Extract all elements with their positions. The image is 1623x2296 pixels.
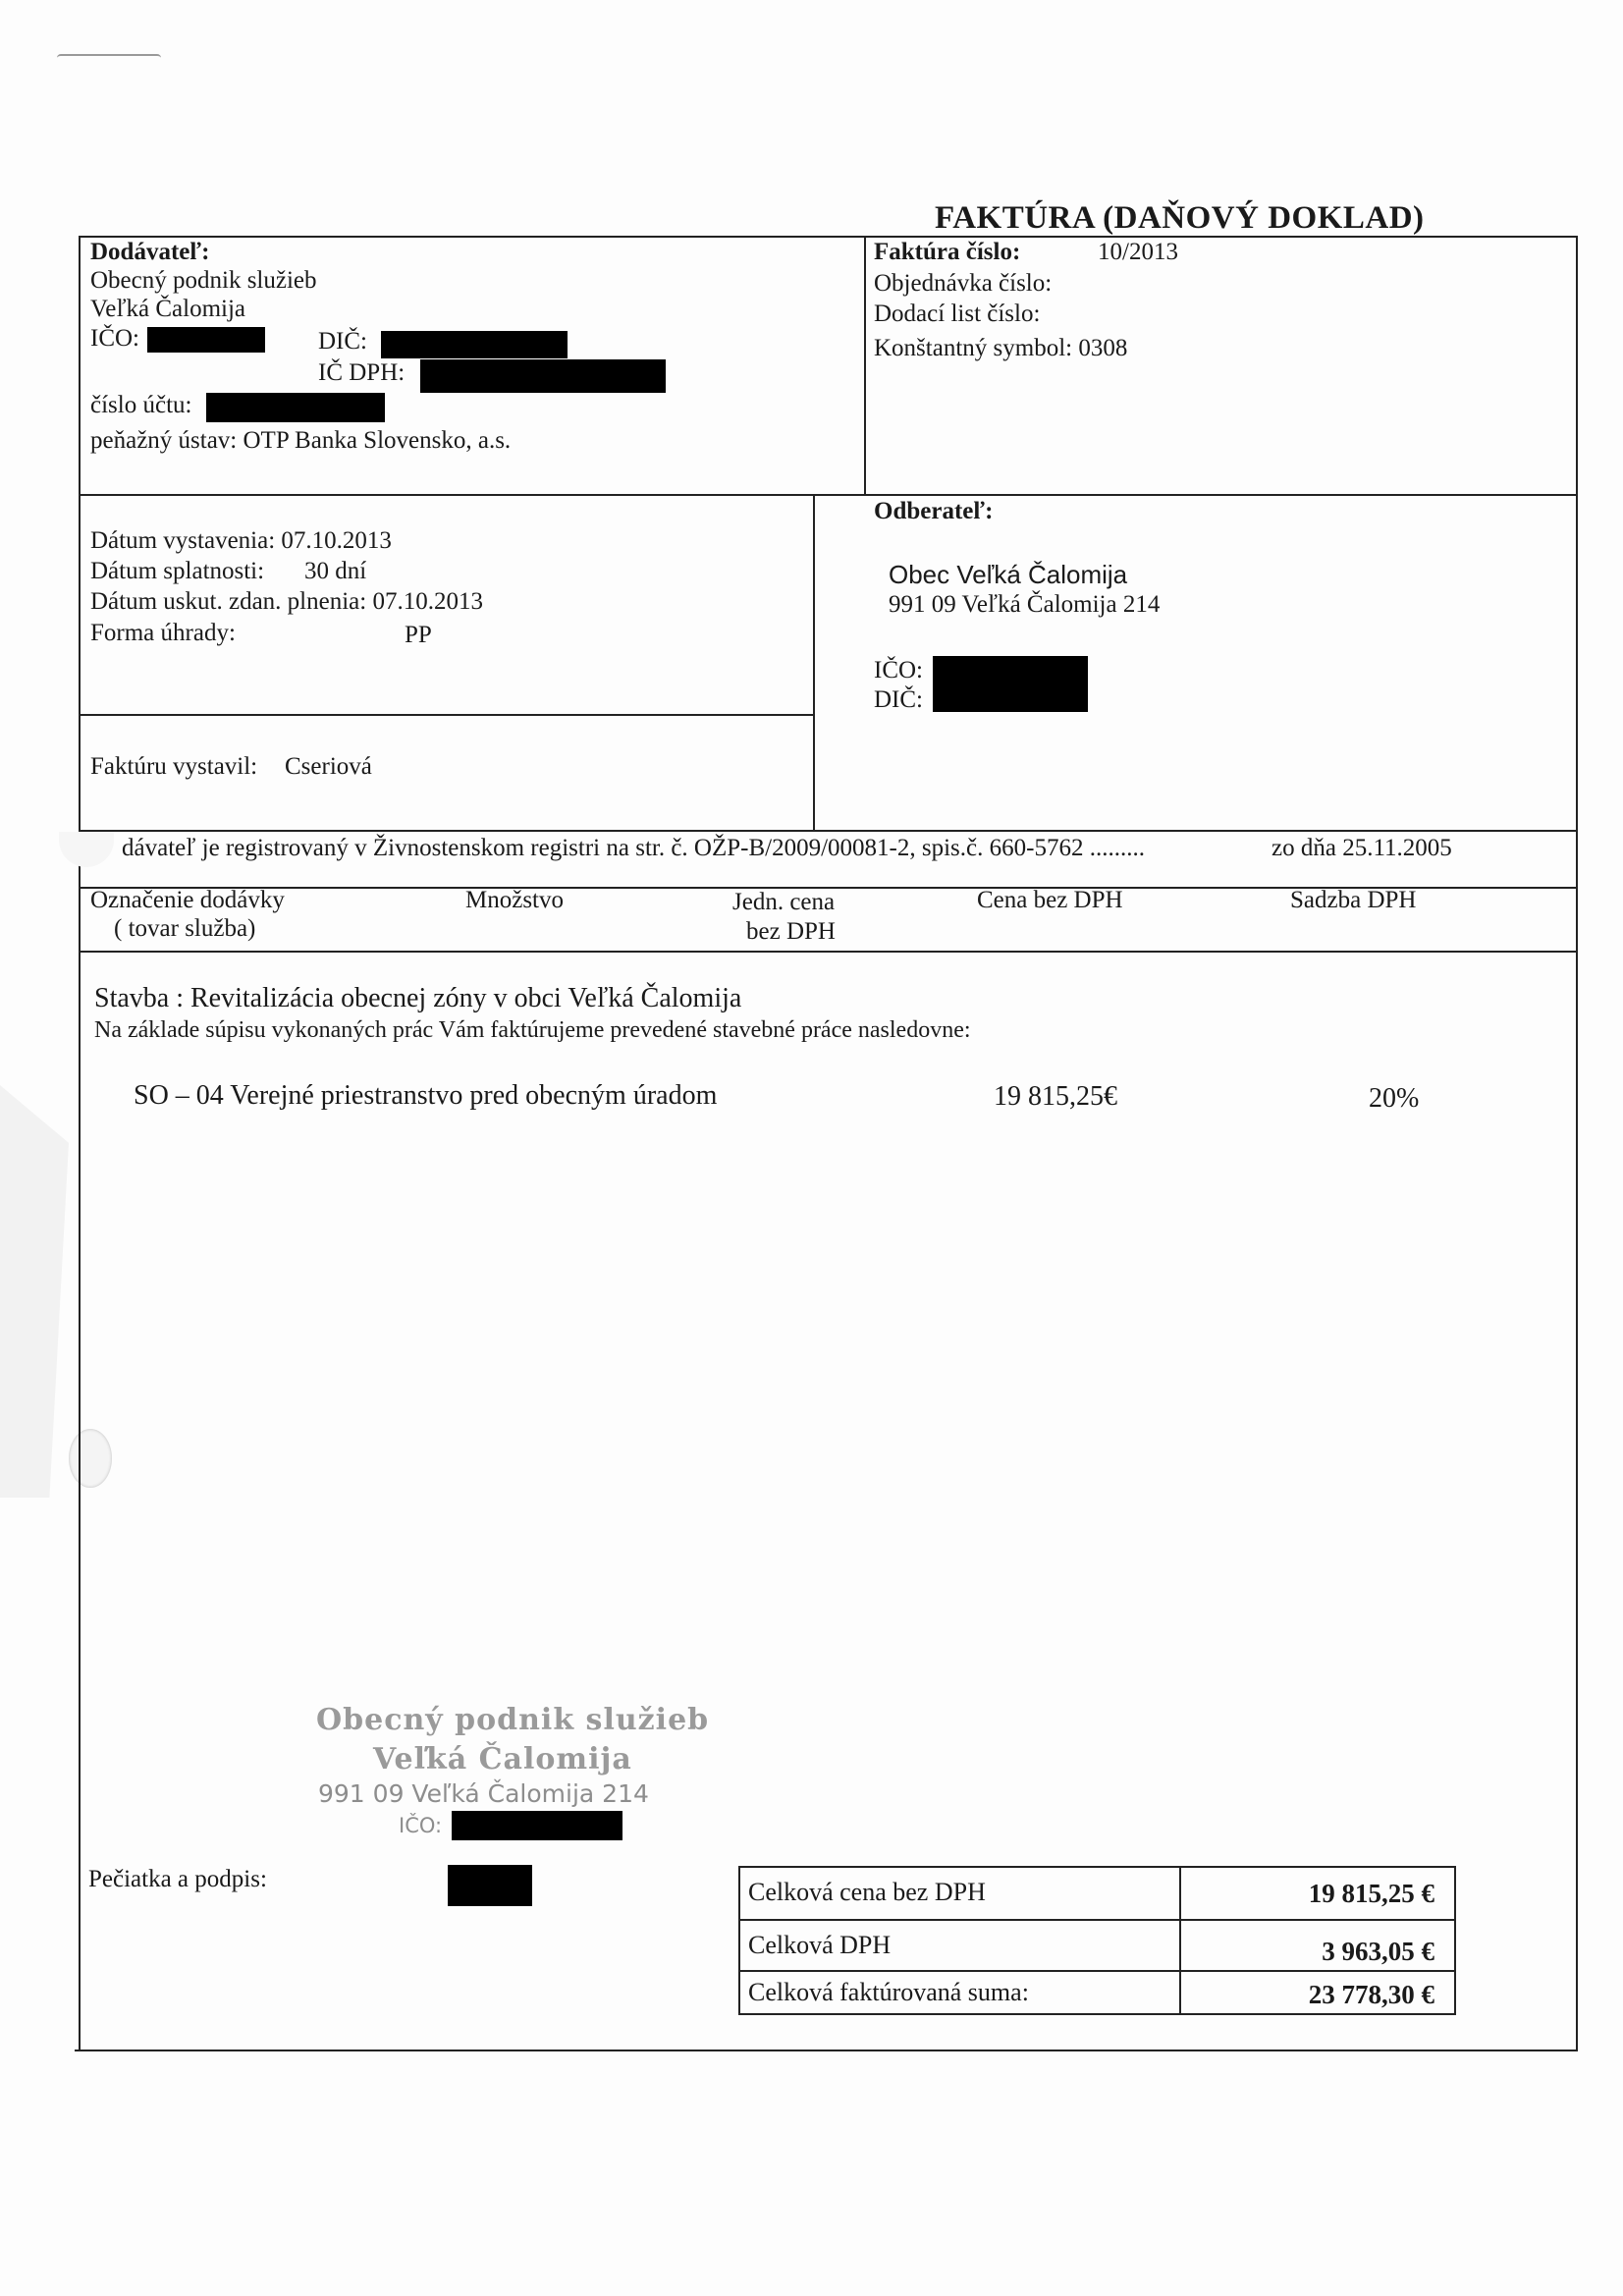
customer-dic-label: DIČ: (874, 686, 923, 713)
total-vat-value: 3 963,05 € (1322, 1937, 1434, 1966)
redaction-supplier-account (206, 393, 385, 422)
col-item-line1: Označenie dodávky (90, 887, 285, 913)
stamp-line1: Obecný podnik služieb (316, 1703, 710, 1737)
paper-clip-mark (57, 54, 161, 62)
total-net-value: 19 815,25 € (1308, 1879, 1434, 1908)
supplier-name-line1: Obecný podnik služieb (90, 267, 317, 294)
order-number-label: Objednávka číslo: (874, 270, 1053, 297)
frame-left-line (79, 236, 81, 2050)
due-date-value: 30 dní (304, 558, 367, 584)
supplier-ic-dph-label: IČ DPH: (318, 359, 406, 386)
project-title: Stavba : Revitalizácia obecnej zóny v obci Veľká Čalomija (94, 983, 742, 1013)
columns-bottom-line (79, 951, 1577, 953)
header-line-2 (79, 494, 1577, 496)
redaction-supplier-dic (381, 331, 568, 358)
delivery-note-label: Dodací list číslo: (874, 301, 1041, 327)
payment-method-value: PP (405, 622, 432, 648)
supplier-bank: peňažný ústav: OTP Banka Slovensko, a.s. (90, 427, 512, 454)
header-line-4 (79, 830, 1577, 832)
totals-table (738, 1866, 1456, 2015)
registration-note: dávateľ je registrovaný v Živnostenskom registri na str. č. OŽP-B/2009/00081-2, spis.č. 660-5762 ......... (122, 835, 1145, 861)
punch-hole (69, 1429, 112, 1488)
header-divider-1 (864, 236, 866, 494)
payment-method-label: Forma úhrady: (90, 620, 236, 646)
supplier-name-line2: Veľká Čalomija (90, 296, 246, 322)
total-invoiced-value: 23 778,30 € (1308, 1980, 1434, 2009)
line-item-name: SO – 04 Verejné priestranstvo pred obecným úradom (134, 1080, 718, 1111)
col-item-line2: ( tovar služba) (114, 915, 256, 942)
issued-by-name: Cseriová (285, 753, 372, 780)
frame-right-line (1576, 236, 1578, 2050)
supplier-dic-label: DIČ: (318, 328, 367, 355)
customer-heading: Odberateľ: (874, 498, 994, 524)
totals-divider (1179, 1868, 1181, 2013)
line-item-vat: 20% (1369, 1083, 1420, 1114)
redaction-customer-ids (933, 656, 1088, 712)
constant-symbol: Konštantný symbol: 0308 (874, 335, 1128, 361)
stamp-line2: Veľká Čalomija (373, 1742, 632, 1777)
header-divider-2 (813, 494, 815, 830)
customer-ico-label: IČO: (874, 657, 923, 683)
col-unit-price-line1: Jedn. cena (732, 889, 836, 915)
supplier-ico-label: IČO: (90, 325, 139, 352)
redaction-supplier-ic-dph (420, 359, 666, 393)
invoice-number-label (874, 238, 1020, 267)
stamp-line3: 991 09 Veľká Čalomija 214 (318, 1779, 649, 1808)
issued-by-label: Faktúru vystavil: (90, 753, 258, 780)
col-unit-price-line2: bez DPH (746, 918, 836, 945)
invoice-number: 10/2013 (1098, 239, 1178, 265)
line-item-price: 19 815,25€ (994, 1081, 1117, 1112)
header-line-3 (79, 714, 814, 716)
supplier-account-label: číslo účtu: (90, 392, 192, 418)
signature-label: Pečiatka a podpis: (88, 1866, 267, 1892)
total-net-label: Celková cena bez DPH (748, 1878, 986, 1906)
totals-row-sep-1 (740, 1919, 1454, 1921)
customer-address: 991 09 Veľká Čalomija 214 (889, 591, 1161, 618)
registration-date: zo dňa 25.11.2005 (1271, 835, 1452, 861)
taxable-supply-date: Dátum uskut. zdan. plnenia: 07.10.2013 (90, 588, 483, 615)
col-quantity: Množstvo (465, 887, 564, 913)
work-intro: Na základe súpisu vykonaných prác Vám faktúrujeme prevedené stavebné práce nasledovne: (94, 1017, 971, 1043)
col-price: Cena bez DPH (977, 887, 1123, 913)
frame-bottom-line (75, 2050, 1578, 2051)
customer-name: Obec Veľká Čalomija (889, 560, 1128, 589)
redaction-supplier-ico (147, 327, 265, 353)
total-vat-label: Celková DPH (748, 1931, 892, 1959)
frame-top-line (79, 236, 1577, 238)
date-issued: Dátum vystavenia: 07.10.2013 (90, 527, 392, 554)
invoice-number-label-text: Faktúra číslo: (874, 239, 1021, 265)
total-invoiced-label: Celková faktúrovaná suma: (748, 1978, 1029, 2006)
redaction-signature (448, 1865, 532, 1906)
hole-punch-mark (59, 832, 114, 867)
stamp-ico-label: IČO: (399, 1814, 443, 1837)
redaction-stamp-ico (452, 1811, 622, 1840)
due-date-label: Dátum splatnosti: (90, 558, 265, 584)
totals-row-sep-2 (740, 1970, 1454, 1972)
torn-corner (0, 1085, 69, 1498)
supplier-heading: Dodávateľ: (90, 239, 210, 265)
col-vat-rate: Sadzba DPH (1290, 887, 1417, 913)
document-title: FAKTÚRA (DAŇOVÝ DOKLAD) (935, 200, 1425, 236)
